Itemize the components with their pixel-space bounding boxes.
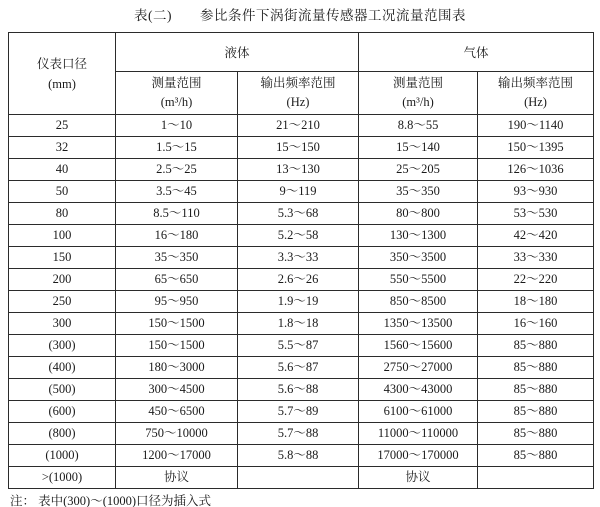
cell-value: 85～880 [478, 445, 594, 467]
table-header [9, 33, 594, 115]
table-row [9, 445, 594, 467]
cell-value: 4300～43000 [359, 379, 478, 401]
table-row [9, 313, 594, 335]
cell-value: 协议 [359, 467, 478, 489]
table-title: 表(二) 参比条件下涡街流量传感器工况流量范围表 [134, 8, 466, 23]
cell-diameter: 250 [9, 291, 116, 313]
header-diameter-label: 仪表口径 [36, 56, 87, 71]
cell-value: 5.6～88 [238, 379, 359, 401]
cell-value: 35～350 [359, 181, 478, 203]
cell-value: 550～5500 [359, 269, 478, 291]
cell-value: 2750～27000 [359, 357, 478, 379]
header-liquid-frequency [238, 72, 359, 115]
cell-value: 85～880 [478, 401, 594, 423]
header-group-gas: 气体 [359, 33, 594, 72]
cell-value: 190～1140 [478, 115, 594, 137]
cell-diameter: (500) [9, 379, 116, 401]
table-row [9, 335, 594, 357]
cell-value: 1.8～18 [238, 313, 359, 335]
cell-value: 85～880 [478, 423, 594, 445]
header-gas-range [359, 72, 478, 115]
cell-value: 53～530 [478, 203, 594, 225]
cell-value: 5.7～89 [238, 401, 359, 423]
cell-value: 750～10000 [116, 423, 238, 445]
cell-value: 850～8500 [359, 291, 478, 313]
cell-value: 13～130 [238, 159, 359, 181]
flow-range-table [8, 32, 594, 489]
cell-value: 3.3～33 [238, 247, 359, 269]
cell-value: 35～350 [116, 247, 238, 269]
cell-diameter: 200 [9, 269, 116, 291]
cell-value: 33～330 [478, 247, 594, 269]
cell-value: 450～6500 [116, 401, 238, 423]
cell-value: 350～3500 [359, 247, 478, 269]
cell-diameter: 150 [9, 247, 116, 269]
cell-diameter: >(1000) [9, 467, 116, 489]
table-body [9, 115, 594, 489]
cell-value: 2.5～25 [116, 159, 238, 181]
header-unit: (Hz) [286, 95, 310, 109]
header-row-groups [9, 33, 594, 72]
cell-value: 5.2～58 [238, 225, 359, 247]
cell-diameter: (400) [9, 357, 116, 379]
cell-value: 8.8～55 [359, 115, 478, 137]
cell-diameter: 80 [9, 203, 116, 225]
cell-value: 1.9～19 [238, 291, 359, 313]
cell-value: 1560～15600 [359, 335, 478, 357]
cell-value: 5.8～88 [238, 445, 359, 467]
header-diameter-unit: (mm) [48, 76, 76, 91]
table-row [9, 225, 594, 247]
cell-value [478, 467, 594, 489]
cell-value: 21～210 [238, 115, 359, 137]
table-row [9, 269, 594, 291]
cell-value: 93～930 [478, 181, 594, 203]
cell-value: 85～880 [478, 357, 594, 379]
cell-value: 16～160 [478, 313, 594, 335]
cell-value: 80～800 [359, 203, 478, 225]
cell-value: 18～180 [478, 291, 594, 313]
cell-value: 150～1500 [116, 313, 238, 335]
cell-diameter: (800) [9, 423, 116, 445]
header-label: 输出频率范围 [260, 76, 336, 90]
cell-value: 180～3000 [116, 357, 238, 379]
cell-diameter: (600) [9, 401, 116, 423]
cell-value: 300～4500 [116, 379, 238, 401]
cell-value: 协议 [116, 467, 238, 489]
cell-value: 65～650 [116, 269, 238, 291]
cell-value: 1200～17000 [116, 445, 238, 467]
table-row [9, 247, 594, 269]
cell-diameter: 300 [9, 313, 116, 335]
cell-diameter: (300) [9, 335, 116, 357]
footnote: 注： 表中(300)～(1000)口径为插入式 [10, 494, 212, 507]
cell-value: 15～140 [359, 137, 478, 159]
header-label: 测量范围 [393, 76, 444, 90]
cell-value: 9～119 [238, 181, 359, 203]
header-diameter [9, 33, 116, 115]
cell-value: 150～1500 [116, 335, 238, 357]
header-label: 输出频率范围 [498, 76, 574, 90]
cell-value: 6100～61000 [359, 401, 478, 423]
cell-value: 5.5～87 [238, 335, 359, 357]
cell-value: 15～150 [238, 137, 359, 159]
cell-diameter: 100 [9, 225, 116, 247]
header-group-liquid: 液体 [116, 33, 359, 72]
cell-value: 130～1300 [359, 225, 478, 247]
cell-value: 16～180 [116, 225, 238, 247]
header-label: 测量范围 [151, 76, 202, 90]
cell-value: 11000～110000 [359, 423, 478, 445]
table-row [9, 181, 594, 203]
table-row [9, 467, 594, 489]
cell-value: 1350～13500 [359, 313, 478, 335]
cell-diameter: (1000) [9, 445, 116, 467]
table-row [9, 379, 594, 401]
cell-value: 17000～170000 [359, 445, 478, 467]
cell-value: 126～1036 [478, 159, 594, 181]
table-row [9, 401, 594, 423]
cell-value: 42～420 [478, 225, 594, 247]
table-row [9, 357, 594, 379]
cell-value: 25～205 [359, 159, 478, 181]
cell-value: 95～950 [116, 291, 238, 313]
cell-value: 5.7～88 [238, 423, 359, 445]
cell-value: 2.6～26 [238, 269, 359, 291]
table-row [9, 203, 594, 225]
cell-value: 8.5～110 [116, 203, 238, 225]
cell-value: 5.6～87 [238, 357, 359, 379]
cell-value: 1～10 [116, 115, 238, 137]
cell-value: 150～1395 [478, 137, 594, 159]
cell-diameter: 25 [9, 115, 116, 137]
table-row [9, 291, 594, 313]
cell-diameter: 32 [9, 137, 116, 159]
header-gas-frequency [478, 72, 594, 115]
header-unit: (Hz) [524, 95, 547, 109]
cell-value: 3.5～45 [116, 181, 238, 203]
cell-value: 85～880 [478, 335, 594, 357]
cell-diameter: 40 [9, 159, 116, 181]
cell-value: 5.3～68 [238, 203, 359, 225]
header-unit: (m³/h) [160, 95, 193, 109]
header-liquid-range [116, 72, 238, 115]
cell-value [238, 467, 359, 489]
table-row [9, 137, 594, 159]
cell-value: 1.5～15 [116, 137, 238, 159]
header-unit: (m³/h) [402, 95, 434, 109]
cell-value: 22～220 [478, 269, 594, 291]
table-row [9, 159, 594, 181]
table-row [9, 423, 594, 445]
cell-diameter: 50 [9, 181, 116, 203]
table-row [9, 115, 594, 137]
cell-value: 85～880 [478, 379, 594, 401]
